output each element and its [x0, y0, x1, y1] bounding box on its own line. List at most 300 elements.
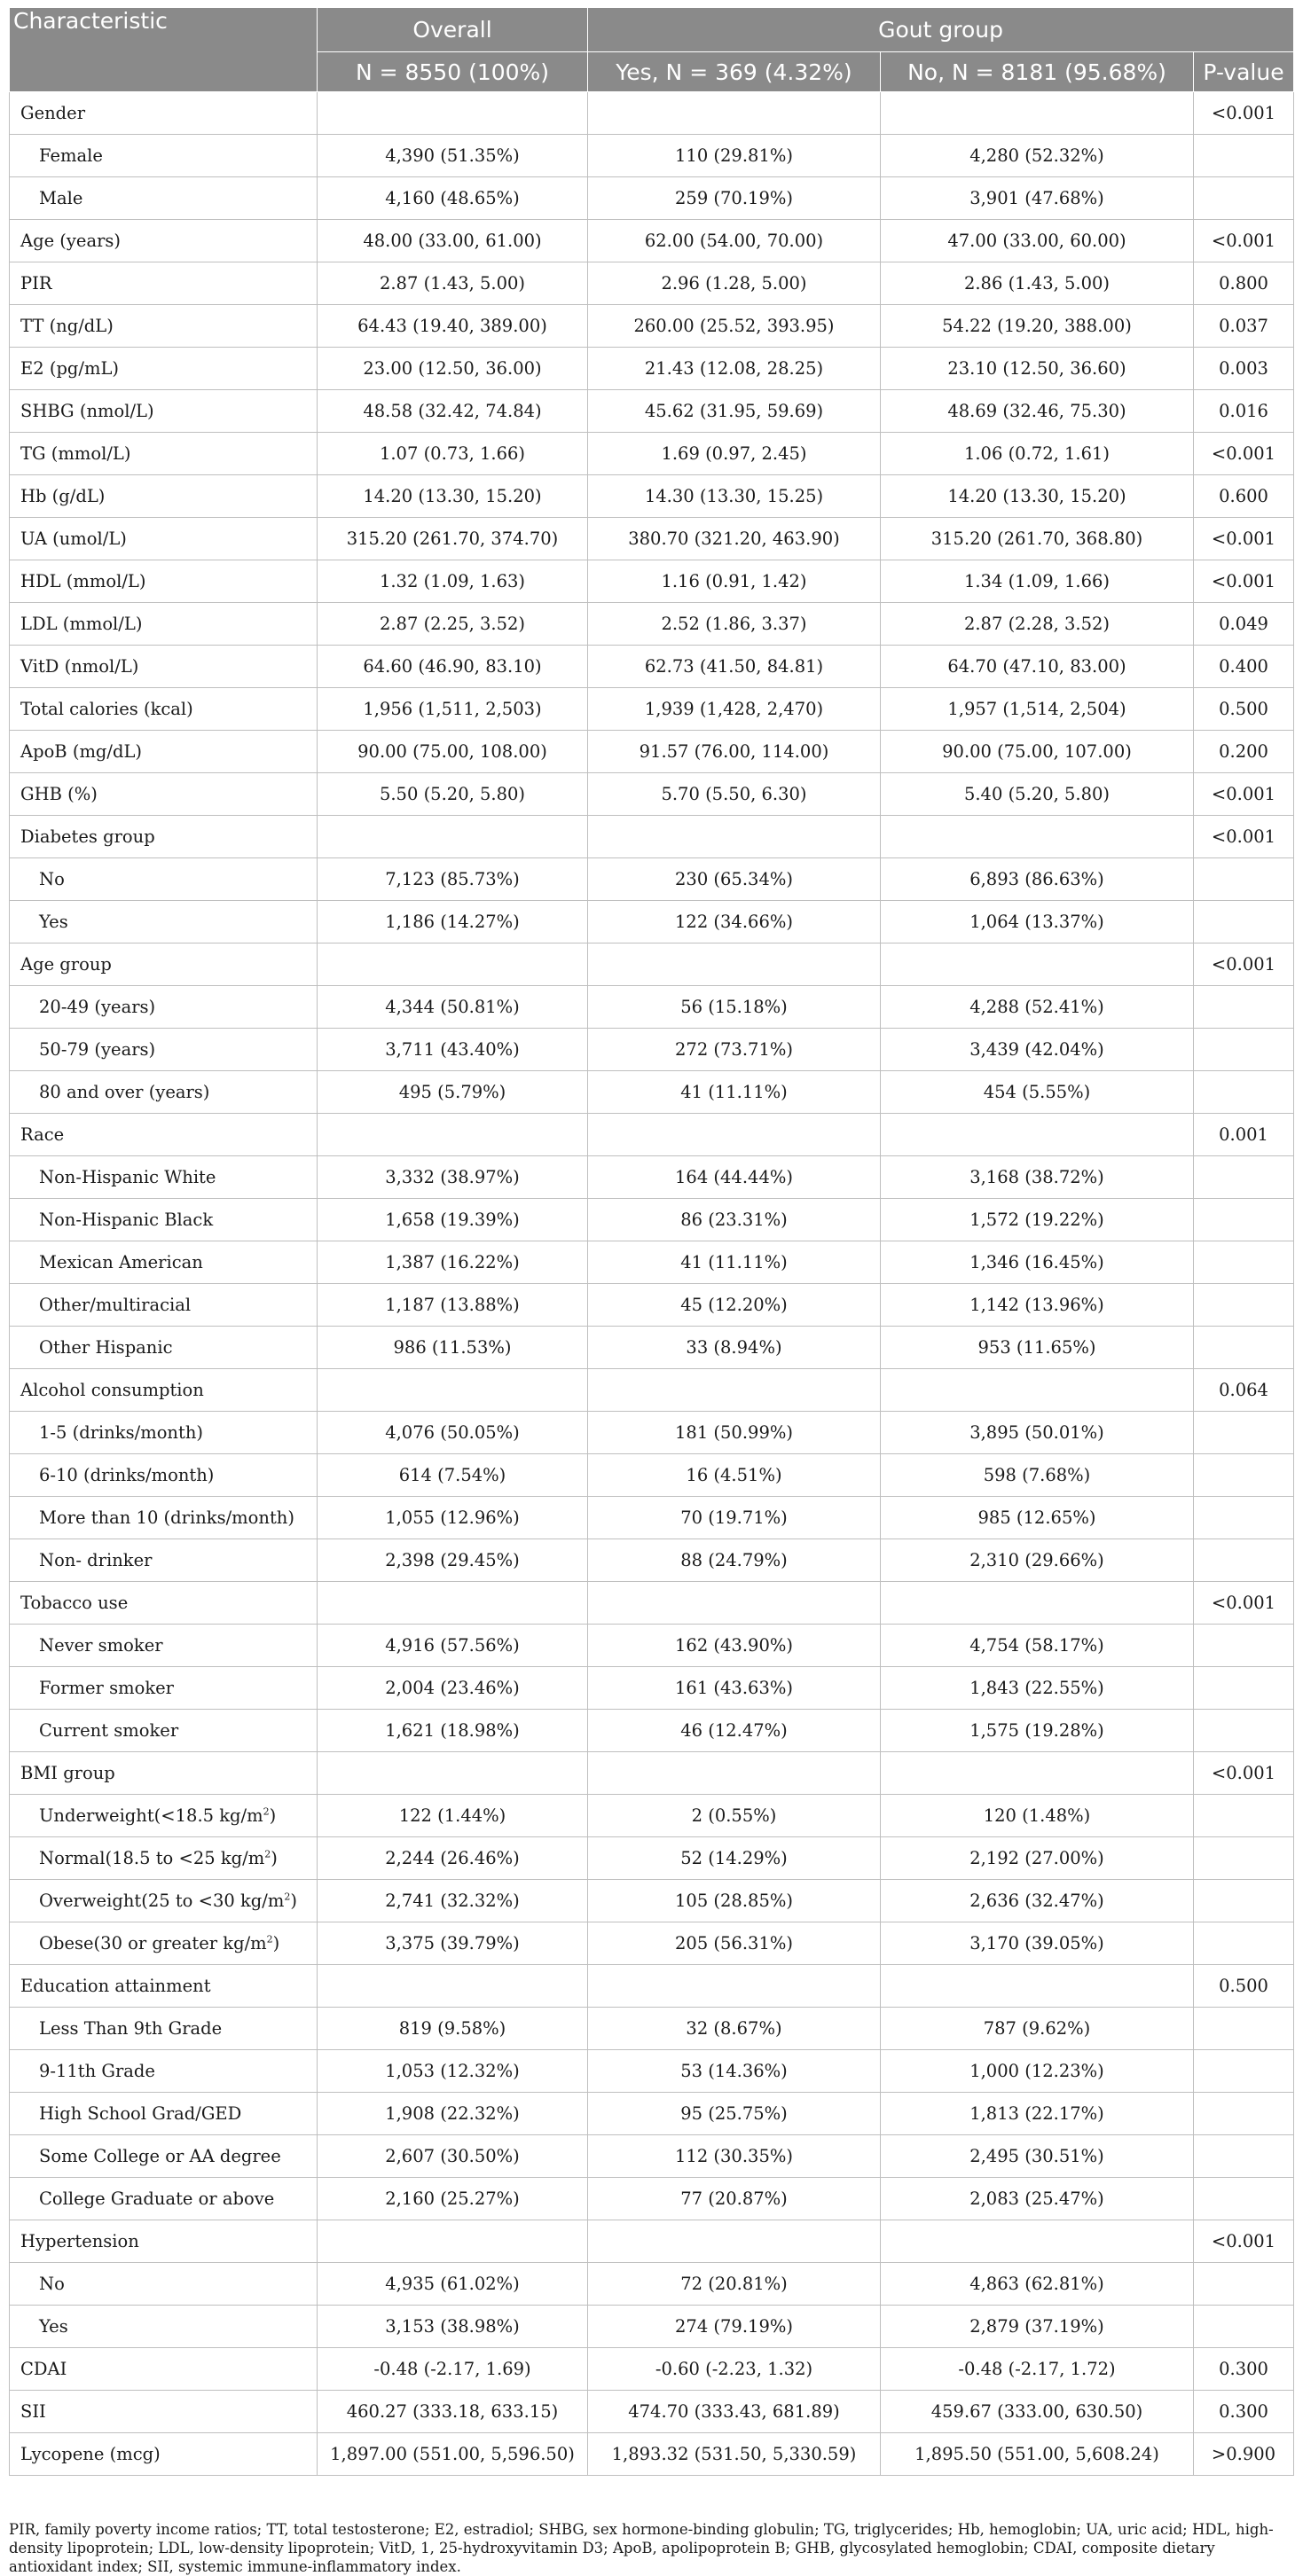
cell-gout-yes: 105 (28.85%): [588, 1880, 881, 1922]
cell-gout-yes: 16 (4.51%): [588, 1454, 881, 1497]
table-row: [10, 858, 1294, 901]
header-n-yes: Yes, N = 369 (4.32%): [588, 52, 881, 92]
cell-overall: 315.20 (261.70, 374.70): [318, 518, 588, 560]
cell-p-value: [1194, 986, 1294, 1029]
table-row: [10, 603, 1294, 646]
table-row: [10, 92, 1294, 135]
cell-gout-yes: 110 (29.81%): [588, 135, 881, 177]
row-label: Race: [10, 1114, 318, 1156]
cell-gout-no: 1,957 (1,514, 2,504): [881, 688, 1194, 731]
cell-p-value: [1194, 2093, 1294, 2135]
table-row: [10, 1582, 1294, 1625]
cell-gout-yes: 2.96 (1.28, 5.00): [588, 262, 881, 305]
cell-gout-yes: 272 (73.71%): [588, 1029, 881, 1071]
row-label: Male: [10, 177, 318, 220]
row-label: Non-Hispanic Black: [10, 1199, 318, 1241]
cell-overall: 48.58 (32.42, 74.84): [318, 390, 588, 433]
table-row: [10, 560, 1294, 603]
cell-gout-yes: 32 (8.67%): [588, 2008, 881, 2050]
cell-gout-yes: 33 (8.94%): [588, 1327, 881, 1369]
cell-gout-yes: 2 (0.55%): [588, 1795, 881, 1837]
row-label: Current smoker: [10, 1710, 318, 1752]
row-label: Non-Hispanic White: [10, 1156, 318, 1199]
cell-p-value: [1194, 2050, 1294, 2093]
cell-p-value: <0.001: [1194, 220, 1294, 262]
row-label: ApoB (mg/dL): [10, 731, 318, 773]
table-row: [10, 135, 1294, 177]
cell-gout-no: 2.86 (1.43, 5.00): [881, 262, 1194, 305]
cell-gout-yes: 53 (14.36%): [588, 2050, 881, 2093]
cell-gout-no: 1,142 (13.96%): [881, 1284, 1194, 1327]
table-row: [10, 177, 1294, 220]
cell-p-value: [1194, 2306, 1294, 2348]
cell-gout-no: [881, 1114, 1194, 1156]
row-label: Obese(30 or greater $kg/m^2$): [10, 1922, 318, 1965]
cell-gout-no: 1,572 (19.22%): [881, 1199, 1194, 1241]
cell-p-value: 0.300: [1194, 2391, 1294, 2433]
cell-overall: 2,244 (26.46%): [318, 1837, 588, 1880]
cell-p-value: [1194, 1156, 1294, 1199]
header-n-overall: N = 8550 (100%): [318, 52, 588, 92]
cell-gout-yes: 161 (43.63%): [588, 1667, 881, 1710]
cell-gout-yes: 45.62 (31.95, 59.69): [588, 390, 881, 433]
cell-p-value: 0.016: [1194, 390, 1294, 433]
cell-p-value: [1194, 858, 1294, 901]
cell-gout-yes: 122 (34.66%): [588, 901, 881, 943]
row-label: Hypertension: [10, 2220, 318, 2263]
cell-gout-yes: 70 (19.71%): [588, 1497, 881, 1539]
cell-overall: 23.00 (12.50, 36.00): [318, 348, 588, 390]
cell-gout-no: 90.00 (75.00, 107.00): [881, 731, 1194, 773]
table-row: [10, 773, 1294, 816]
row-label: Education attainment: [10, 1965, 318, 2008]
cell-overall: 2,607 (30.50%): [318, 2135, 588, 2178]
cell-p-value: 0.003: [1194, 348, 1294, 390]
table-row: [10, 2178, 1294, 2220]
cell-p-value: [1194, 1837, 1294, 1880]
row-label: Tobacco use: [10, 1582, 318, 1625]
cell-overall: 4,390 (51.35%): [318, 135, 588, 177]
cell-gout-no: 985 (12.65%): [881, 1497, 1194, 1539]
cell-overall: 1,186 (14.27%): [318, 901, 588, 943]
table-row: [10, 390, 1294, 433]
cell-gout-yes: [588, 943, 881, 986]
cell-gout-yes: 205 (56.31%): [588, 1922, 881, 1965]
cell-gout-yes: 62.73 (41.50, 84.81): [588, 646, 881, 688]
table-row: [10, 1327, 1294, 1369]
cell-gout-yes: [588, 1752, 881, 1795]
cell-p-value: <0.001: [1194, 1582, 1294, 1625]
table-row: [10, 2348, 1294, 2391]
cell-overall: 3,375 (39.79%): [318, 1922, 588, 1965]
cell-gout-yes: 1.16 (0.91, 1.42): [588, 560, 881, 603]
cell-overall: 495 (5.79%): [318, 1071, 588, 1114]
cell-p-value: <0.001: [1194, 518, 1294, 560]
row-label: No: [10, 858, 318, 901]
cell-gout-no: [881, 943, 1194, 986]
cell-gout-no: 14.20 (13.30, 15.20): [881, 475, 1194, 518]
cell-gout-yes: 41 (11.11%): [588, 1071, 881, 1114]
cell-gout-no: 64.70 (47.10, 83.00): [881, 646, 1194, 688]
table-row: [10, 2220, 1294, 2263]
cell-p-value: [1194, 1454, 1294, 1497]
cell-gout-no: 1,346 (16.45%): [881, 1241, 1194, 1284]
row-label: No: [10, 2263, 318, 2306]
table-row: [10, 1114, 1294, 1156]
cell-overall: 4,344 (50.81%): [318, 986, 588, 1029]
cell-overall: 2.87 (1.43, 5.00): [318, 262, 588, 305]
cell-overall: [318, 1752, 588, 1795]
cell-gout-yes: [588, 1114, 881, 1156]
cell-gout-no: 2,192 (27.00%): [881, 1837, 1194, 1880]
table-row: [10, 943, 1294, 986]
cell-gout-yes: [588, 816, 881, 858]
cell-p-value: [1194, 135, 1294, 177]
cell-gout-no: [881, 1369, 1194, 1412]
table-row: [10, 348, 1294, 390]
table-row: [10, 1965, 1294, 2008]
cell-overall: 1,055 (12.96%): [318, 1497, 588, 1539]
cell-overall: 2,741 (32.32%): [318, 1880, 588, 1922]
table-row: [10, 646, 1294, 688]
cell-overall: 5.50 (5.20, 5.80): [318, 773, 588, 816]
cell-gout-no: [881, 1752, 1194, 1795]
row-label: Some College or AA degree: [10, 2135, 318, 2178]
cell-gout-no: 1,575 (19.28%): [881, 1710, 1194, 1752]
cell-gout-yes: 52 (14.29%): [588, 1837, 881, 1880]
cell-gout-no: 2,636 (32.47%): [881, 1880, 1194, 1922]
cell-gout-yes: 41 (11.11%): [588, 1241, 881, 1284]
cell-gout-yes: 230 (65.34%): [588, 858, 881, 901]
cell-p-value: <0.001: [1194, 1752, 1294, 1795]
row-label: Normal(18.5 to <25 $kg/m^2$): [10, 1837, 318, 1880]
cell-p-value: 0.600: [1194, 475, 1294, 518]
row-label: GHB (%): [10, 773, 318, 816]
cell-gout-yes: 21.43 (12.08, 28.25): [588, 348, 881, 390]
row-label: SHBG (nmol/L): [10, 390, 318, 433]
cell-p-value: 0.200: [1194, 731, 1294, 773]
table-row: [10, 2050, 1294, 2093]
cell-overall: 7,123 (85.73%): [318, 858, 588, 901]
cell-gout-no: 3,439 (42.04%): [881, 1029, 1194, 1071]
cell-p-value: <0.001: [1194, 560, 1294, 603]
row-label: Overweight(25 to <30 $kg/m^2$): [10, 1880, 318, 1922]
cell-overall: 4,076 (50.05%): [318, 1412, 588, 1454]
cell-gout-yes: 62.00 (54.00, 70.00): [588, 220, 881, 262]
cell-p-value: [1194, 1497, 1294, 1539]
cell-p-value: [1194, 1327, 1294, 1369]
cell-p-value: 0.037: [1194, 305, 1294, 348]
cell-gout-yes: 14.30 (13.30, 15.25): [588, 475, 881, 518]
table-row: [10, 1071, 1294, 1114]
cell-overall: 64.60 (46.90, 83.10): [318, 646, 588, 688]
row-label: Other/multiracial: [10, 1284, 318, 1327]
cell-gout-yes: 72 (20.81%): [588, 2263, 881, 2306]
cell-gout-no: 120 (1.48%): [881, 1795, 1194, 1837]
row-label: Female: [10, 135, 318, 177]
cell-p-value: [1194, 1795, 1294, 1837]
cell-gout-no: 2,879 (37.19%): [881, 2306, 1194, 2348]
row-label: Former smoker: [10, 1667, 318, 1710]
cell-p-value: 0.049: [1194, 603, 1294, 646]
cell-overall: 614 (7.54%): [318, 1454, 588, 1497]
cell-gout-no: 598 (7.68%): [881, 1454, 1194, 1497]
table-row: [10, 433, 1294, 475]
table-row: [10, 1539, 1294, 1582]
table-row: [10, 2433, 1294, 2476]
cell-gout-yes: 162 (43.90%): [588, 1625, 881, 1667]
cell-gout-no: 47.00 (33.00, 60.00): [881, 220, 1194, 262]
cell-gout-no: 1,813 (22.17%): [881, 2093, 1194, 2135]
table-row: [10, 1667, 1294, 1710]
cell-p-value: [1194, 1071, 1294, 1114]
cell-overall: 819 (9.58%): [318, 2008, 588, 2050]
cell-gout-no: [881, 1582, 1194, 1625]
table-row: [10, 475, 1294, 518]
table-row: [10, 688, 1294, 731]
cell-overall: 90.00 (75.00, 108.00): [318, 731, 588, 773]
cell-overall: 2,004 (23.46%): [318, 1667, 588, 1710]
cell-overall: 1,897.00 (551.00, 5,596.50): [318, 2433, 588, 2476]
cell-p-value: [1194, 2008, 1294, 2050]
table-row: [10, 1454, 1294, 1497]
cell-gout-no: 4,288 (52.41%): [881, 986, 1194, 1029]
table-row: [10, 816, 1294, 858]
table-row: [10, 305, 1294, 348]
cell-overall: 14.20 (13.30, 15.20): [318, 475, 588, 518]
cell-p-value: <0.001: [1194, 816, 1294, 858]
cell-p-value: [1194, 2135, 1294, 2178]
cell-p-value: 0.300: [1194, 2348, 1294, 2391]
cell-gout-yes: 45 (12.20%): [588, 1284, 881, 1327]
cell-p-value: [1194, 1710, 1294, 1752]
table-row: [10, 1412, 1294, 1454]
row-label: UA (umol/L): [10, 518, 318, 560]
cell-p-value: [1194, 1241, 1294, 1284]
cell-overall: 1,621 (18.98%): [318, 1710, 588, 1752]
cell-overall: 1,387 (16.22%): [318, 1241, 588, 1284]
cell-gout-no: 4,754 (58.17%): [881, 1625, 1194, 1667]
table-row: [10, 1795, 1294, 1837]
cell-overall: [318, 2220, 588, 2263]
cell-gout-no: 1,895.50 (551.00, 5,608.24): [881, 2433, 1194, 2476]
row-label: 1-5 (drinks/month): [10, 1412, 318, 1454]
cell-p-value: [1194, 901, 1294, 943]
cell-gout-no: 54.22 (19.20, 388.00): [881, 305, 1194, 348]
header-p-value: P-value: [1194, 52, 1294, 92]
cell-gout-no: 1.34 (1.09, 1.66): [881, 560, 1194, 603]
table-row: [10, 518, 1294, 560]
row-label: Non- drinker: [10, 1539, 318, 1582]
cell-gout-yes: 260.00 (25.52, 393.95): [588, 305, 881, 348]
cell-gout-no: [881, 2220, 1194, 2263]
row-label: Age group: [10, 943, 318, 986]
table-footnote: PIR, family poverty income ratios; TT, total testosterone; E2, estradiol; SHBG, sex hormone-binding globulin; TG, triglycerides; Hb, hemoglobin; UA, uric acid; HDL, high-density lipoprotein; LDL, low-density lipoprotein; VitD, 1, 25-hydroxyvitamin D3; ApoB, apolipoprotein B; GHB, glycosylated hemoglobin; CDAI, composite dietary antioxidant index; SII, systemic immune-inflammatory index.: [9, 2521, 1274, 2575]
cell-gout-yes: 274 (79.19%): [588, 2306, 881, 2348]
cell-p-value: <0.001: [1194, 433, 1294, 475]
row-label: High School Grad/GED: [10, 2093, 318, 2135]
row-label: Diabetes group: [10, 816, 318, 858]
cell-gout-yes: 1.69 (0.97, 2.45): [588, 433, 881, 475]
row-label: Alcohol consumption: [10, 1369, 318, 1412]
row-label: Other Hispanic: [10, 1327, 318, 1369]
cell-overall: 2,160 (25.27%): [318, 2178, 588, 2220]
table-row: [10, 1029, 1294, 1071]
cell-overall: 1.07 (0.73, 1.66): [318, 433, 588, 475]
cell-gout-yes: 164 (44.44%): [588, 1156, 881, 1199]
row-label: CDAI: [10, 2348, 318, 2391]
cell-overall: 48.00 (33.00, 61.00): [318, 220, 588, 262]
table-row: [10, 220, 1294, 262]
cell-gout-yes: 259 (70.19%): [588, 177, 881, 220]
baseline-characteristics-table: [9, 7, 1294, 2476]
cell-gout-yes: 46 (12.47%): [588, 1710, 881, 1752]
cell-gout-yes: 91.57 (76.00, 114.00): [588, 731, 881, 773]
row-label: TG (mmol/L): [10, 433, 318, 475]
cell-p-value: [1194, 1029, 1294, 1071]
cell-p-value: <0.001: [1194, 773, 1294, 816]
cell-gout-no: 48.69 (32.46, 75.30): [881, 390, 1194, 433]
row-label: BMI group: [10, 1752, 318, 1795]
row-label: TT (ng/dL): [10, 305, 318, 348]
table-row: [10, 731, 1294, 773]
cell-gout-no: 454 (5.55%): [881, 1071, 1194, 1114]
table-header: [10, 8, 1294, 92]
row-label: Hb (g/dL): [10, 475, 318, 518]
cell-gout-no: 5.40 (5.20, 5.80): [881, 773, 1194, 816]
cell-overall: 1,053 (12.32%): [318, 2050, 588, 2093]
table-row: [10, 2093, 1294, 2135]
cell-gout-yes: 86 (23.31%): [588, 1199, 881, 1241]
cell-gout-no: 2.87 (2.28, 3.52): [881, 603, 1194, 646]
cell-p-value: [1194, 1539, 1294, 1582]
table-row: [10, 2135, 1294, 2178]
cell-p-value: <0.001: [1194, 92, 1294, 135]
row-label: Lycopene (mcg): [10, 2433, 318, 2476]
cell-p-value: [1194, 2178, 1294, 2220]
table-row: [10, 1241, 1294, 1284]
row-label: Yes: [10, 2306, 318, 2348]
cell-p-value: [1194, 1284, 1294, 1327]
row-label: 6-10 (drinks/month): [10, 1454, 318, 1497]
cell-p-value: [1194, 1880, 1294, 1922]
table-row: [10, 2391, 1294, 2433]
row-label: Yes: [10, 901, 318, 943]
cell-gout-no: 3,901 (47.68%): [881, 177, 1194, 220]
cell-overall: 1,956 (1,511, 2,503): [318, 688, 588, 731]
cell-gout-yes: 474.70 (333.43, 681.89): [588, 2391, 881, 2433]
row-label: Mexican American: [10, 1241, 318, 1284]
cell-overall: [318, 92, 588, 135]
cell-gout-yes: 112 (30.35%): [588, 2135, 881, 2178]
table-row: [10, 1922, 1294, 1965]
row-label: E2 (pg/mL): [10, 348, 318, 390]
cell-gout-no: 2,310 (29.66%): [881, 1539, 1194, 1582]
table-body: [10, 92, 1294, 2476]
cell-gout-no: 1,000 (12.23%): [881, 2050, 1194, 2093]
cell-gout-yes: 88 (24.79%): [588, 1539, 881, 1582]
cell-gout-yes: [588, 2220, 881, 2263]
row-label: Never smoker: [10, 1625, 318, 1667]
cell-p-value: [1194, 1412, 1294, 1454]
row-label: HDL (mmol/L): [10, 560, 318, 603]
cell-overall: [318, 1369, 588, 1412]
header-overall: Overall: [318, 8, 588, 52]
cell-overall: 3,332 (38.97%): [318, 1156, 588, 1199]
cell-overall: -0.48 (-2.17, 1.69): [318, 2348, 588, 2391]
cell-gout-yes: [588, 1965, 881, 2008]
cell-gout-no: [881, 816, 1194, 858]
cell-p-value: 0.400: [1194, 646, 1294, 688]
cell-gout-yes: 77 (20.87%): [588, 2178, 881, 2220]
table-row: [10, 1369, 1294, 1412]
cell-p-value: 0.500: [1194, 1965, 1294, 2008]
cell-gout-no: 1,843 (22.55%): [881, 1667, 1194, 1710]
cell-gout-no: 4,863 (62.81%): [881, 2263, 1194, 2306]
row-label: LDL (mmol/L): [10, 603, 318, 646]
table-row: [10, 901, 1294, 943]
table-row: [10, 2008, 1294, 2050]
cell-gout-no: 787 (9.62%): [881, 2008, 1194, 2050]
cell-gout-no: 1,064 (13.37%): [881, 901, 1194, 943]
row-label: College Graduate or above: [10, 2178, 318, 2220]
cell-overall: 122 (1.44%): [318, 1795, 588, 1837]
cell-p-value: >0.900: [1194, 2433, 1294, 2476]
cell-gout-yes: -0.60 (-2.23, 1.32): [588, 2348, 881, 2391]
cell-overall: 2,398 (29.45%): [318, 1539, 588, 1582]
cell-overall: 64.43 (19.40, 389.00): [318, 305, 588, 348]
table-row: [10, 2263, 1294, 2306]
cell-overall: 4,935 (61.02%): [318, 2263, 588, 2306]
cell-overall: 2.87 (2.25, 3.52): [318, 603, 588, 646]
cell-p-value: 0.064: [1194, 1369, 1294, 1412]
row-label: 20-49 (years): [10, 986, 318, 1029]
cell-overall: 460.27 (333.18, 633.15): [318, 2391, 588, 2433]
table-row: [10, 1625, 1294, 1667]
header-characteristic: Characteristic: [10, 8, 318, 92]
table-row: [10, 262, 1294, 305]
table-row: [10, 1837, 1294, 1880]
cell-overall: [318, 1582, 588, 1625]
table-row: [10, 1752, 1294, 1795]
table-row: [10, 1880, 1294, 1922]
cell-p-value: 0.001: [1194, 1114, 1294, 1156]
row-label: Gender: [10, 92, 318, 135]
row-label: VitD (nmol/L): [10, 646, 318, 688]
cell-gout-no: 953 (11.65%): [881, 1327, 1194, 1369]
row-label: 80 and over (years): [10, 1071, 318, 1114]
cell-p-value: [1194, 177, 1294, 220]
cell-gout-no: 23.10 (12.50, 36.60): [881, 348, 1194, 390]
header-n-no: No, N = 8181 (95.68%): [881, 52, 1194, 92]
cell-p-value: <0.001: [1194, 2220, 1294, 2263]
cell-overall: 3,153 (38.98%): [318, 2306, 588, 2348]
cell-gout-no: 2,495 (30.51%): [881, 2135, 1194, 2178]
cell-p-value: [1194, 1667, 1294, 1710]
table-row: [10, 1497, 1294, 1539]
header-gout-group: Gout group: [588, 8, 1294, 52]
table-row: [10, 1199, 1294, 1241]
cell-gout-yes: 56 (15.18%): [588, 986, 881, 1029]
row-label: Total calories (kcal): [10, 688, 318, 731]
cell-overall: 4,160 (48.65%): [318, 177, 588, 220]
cell-overall: 4,916 (57.56%): [318, 1625, 588, 1667]
cell-p-value: [1194, 2263, 1294, 2306]
row-label: PIR: [10, 262, 318, 305]
cell-gout-yes: 181 (50.99%): [588, 1412, 881, 1454]
cell-overall: 1,908 (22.32%): [318, 2093, 588, 2135]
row-label: 50-79 (years): [10, 1029, 318, 1071]
